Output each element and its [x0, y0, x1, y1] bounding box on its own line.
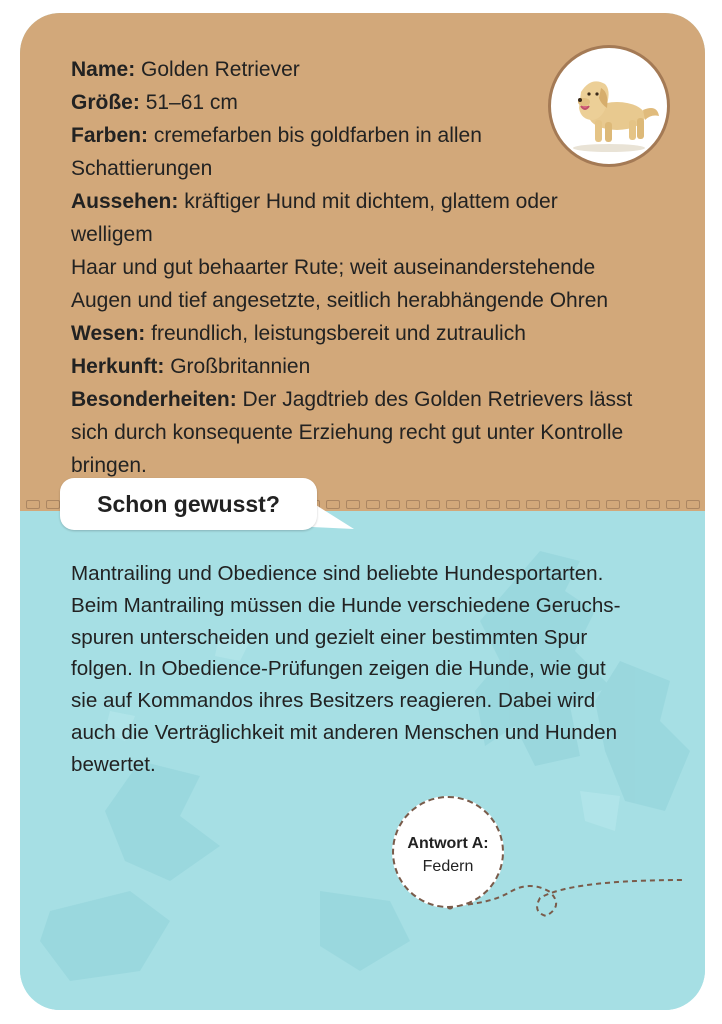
- fact-label: Größe:: [71, 91, 140, 114]
- text-line: Beim Mantrailing müssen die Hunde verschiedene Geruchs-: [71, 593, 621, 617]
- did-you-know-heading: Schon gewusst?: [97, 490, 280, 517]
- text-line: spuren unterscheiden und gezielt einer bestimmten Spur: [71, 625, 588, 649]
- fact-value: sich durch konsequente Erziehung recht gut unter Kontrolle: [71, 421, 624, 444]
- fact-label: Wesen:: [71, 322, 146, 345]
- fact-value: cremefarben bis goldfarben in allen: [153, 124, 482, 147]
- dog-quiz-card: [20, 13, 705, 1010]
- answer-value: Federn: [422, 858, 474, 875]
- answer-badge: [392, 796, 504, 908]
- fact-value: Der Jagdtrieb des Golden Retrievers lässt: [242, 388, 633, 411]
- text-line: bewertet.: [71, 752, 156, 776]
- fact-value: 51–61 cm: [145, 91, 238, 114]
- fact-value: Schattierungen: [71, 157, 213, 180]
- fact-label: Besonderheiten:: [71, 388, 237, 411]
- text-line: auch die Verträglichkeit mit anderen Menschen und Hunden: [71, 720, 618, 744]
- fact-value: Augen und tief angesetzte, seitlich herabhängende Ohren: [71, 289, 609, 312]
- fact-value: kräftiger Hund mit dichtem, glattem oder welligem: [71, 190, 558, 246]
- fact-label: Aussehen:: [71, 190, 179, 213]
- text-line: sie auf Kommandos ihres Besitzers reagieren. Dabei wird: [71, 689, 596, 713]
- fact-value: freundlich, leistungsbereit und zutraulich: [151, 322, 526, 345]
- fact-label: Herkunft:: [71, 355, 165, 378]
- fact-label: Name:: [71, 58, 136, 81]
- answer-label: Antwort A:: [407, 835, 489, 852]
- fact-value: Golden Retriever: [141, 58, 300, 81]
- text-line: folgen. In Obedience-Prüfungen zeigen die Hunde, wie gut: [71, 657, 606, 681]
- fact-label: Farben:: [71, 124, 149, 147]
- text-line: Mantrailing und Obedience sind beliebte Hundesportarten.: [71, 562, 604, 585]
- fact-value: Großbritannien: [170, 355, 311, 378]
- dashed-trail: [20, 13, 705, 1010]
- fact-value: Haar und gut behaarter Rute; weit auseinanderstehende: [71, 256, 596, 279]
- fact-value: bringen.: [71, 454, 147, 477]
